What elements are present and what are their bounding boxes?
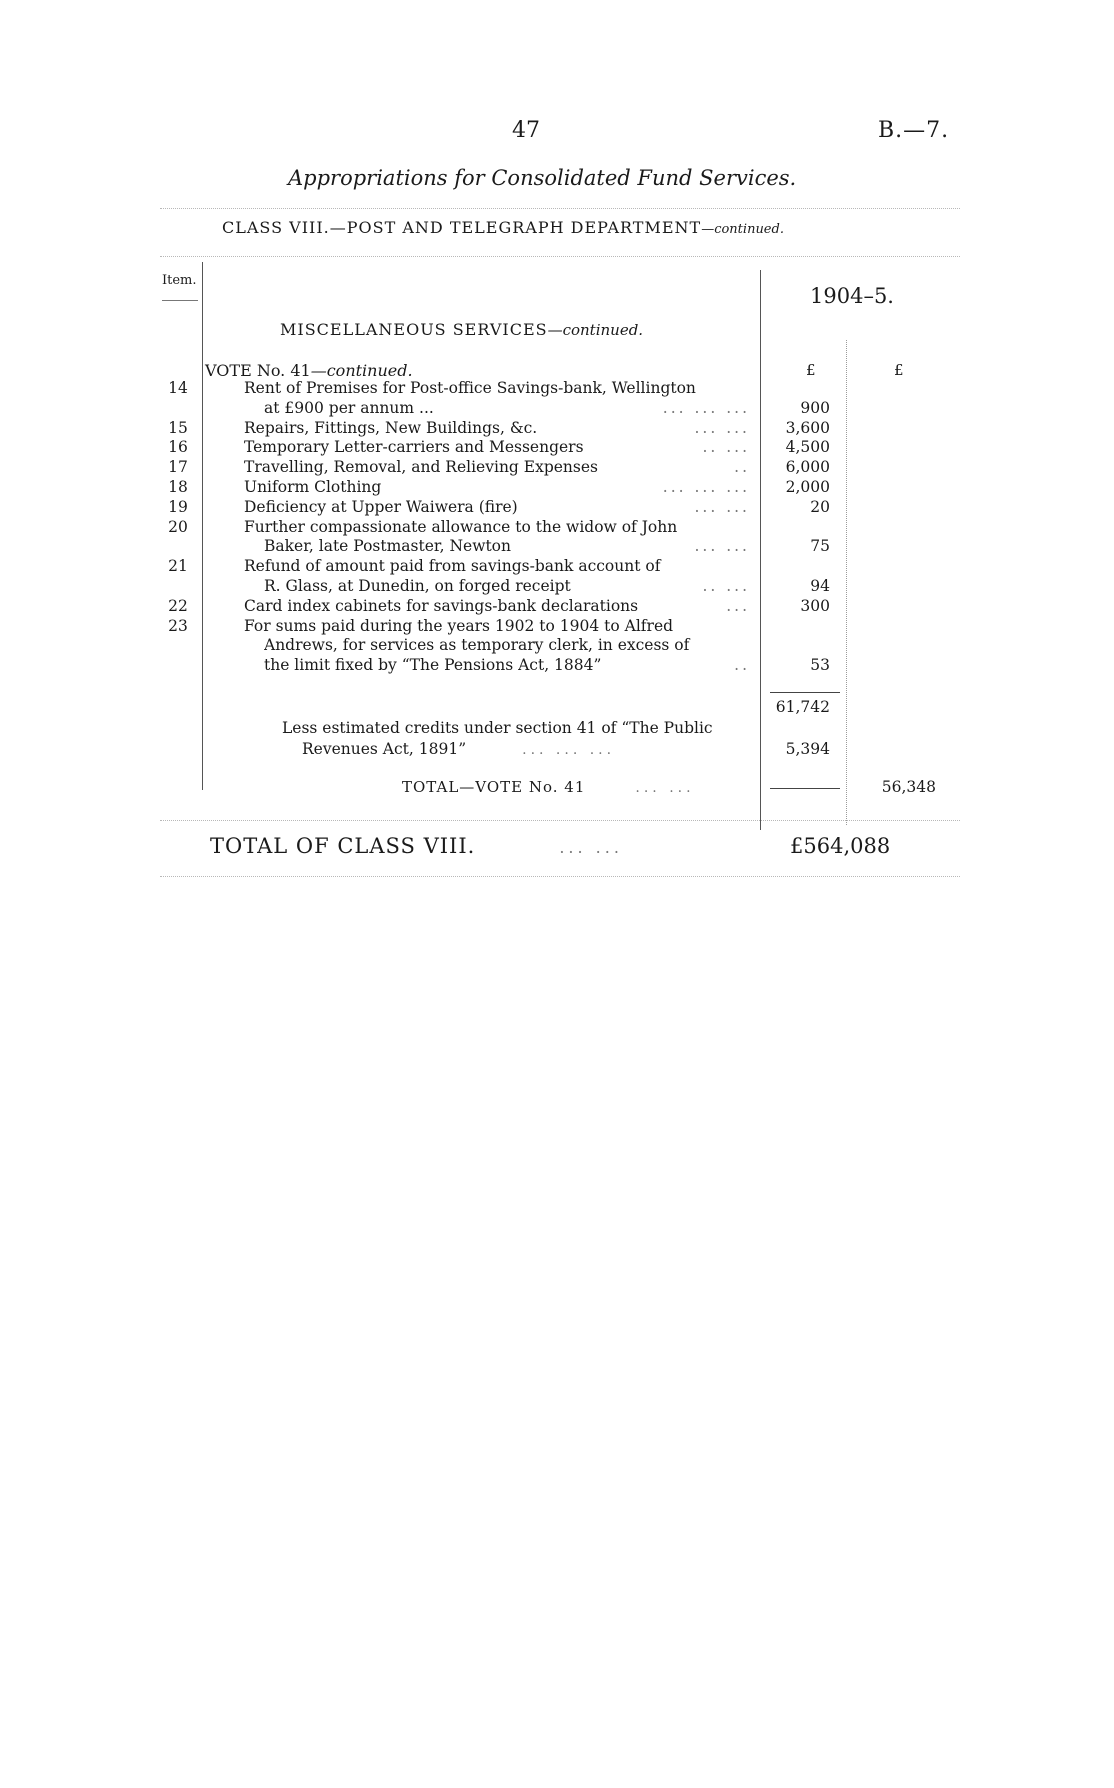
item-number: 14 xyxy=(168,379,188,397)
total-class-text: TOTAL OF CLASS VIII. xyxy=(210,834,476,858)
item-text: Temporary Letter-carriers and Messengers xyxy=(244,438,584,457)
item-text: at £900 per annum ... xyxy=(264,398,434,417)
item-number: 22 xyxy=(168,596,188,615)
class-heading xyxy=(222,218,784,237)
item-description xyxy=(244,438,750,456)
total-class-dots: ... ... xyxy=(559,838,623,857)
item-text: the limit fixed by “The Pensions Act, 1884” xyxy=(264,656,602,675)
item-number: 17 xyxy=(168,458,188,477)
item-description xyxy=(244,518,750,536)
item-number: 21 xyxy=(168,557,188,576)
document-reference: B.—7. xyxy=(878,118,950,143)
total-vote-amount: 56,348 xyxy=(881,778,936,796)
item-text: For sums paid during the years 1902 to 1904 to Alfred xyxy=(244,616,674,635)
total-vote-label xyxy=(402,778,695,796)
leader-dots: ... ... xyxy=(694,497,750,516)
item-amount: 6,000 xyxy=(785,458,830,477)
item-amount: 300 xyxy=(800,596,830,615)
leader-dots: ... ... xyxy=(694,418,750,437)
item-amount: 53 xyxy=(810,656,830,675)
item-amount: 20 xyxy=(810,497,830,516)
item-description xyxy=(264,656,750,674)
item-amount: 3,600 xyxy=(785,418,830,437)
section-heading-suffix: —continued. xyxy=(547,321,644,339)
table-row xyxy=(0,597,1114,617)
less-credits-amount: 5,394 xyxy=(785,740,830,758)
item-description xyxy=(244,597,750,615)
total-vote-text: TOTAL—VOTE No. 41 xyxy=(402,778,586,796)
item-description xyxy=(244,419,750,437)
less-credits-dots: ... ... ... xyxy=(522,742,616,758)
total-rule xyxy=(160,820,960,821)
class-heading-suffix: —continued. xyxy=(701,222,784,237)
table-row xyxy=(0,498,1114,518)
table-row xyxy=(0,656,1114,676)
item-description xyxy=(264,577,750,595)
item-description xyxy=(244,498,750,516)
item-amount: 4,500 xyxy=(785,438,830,457)
item-description xyxy=(244,379,750,397)
item-text: Deficiency at Upper Waiwera (fire) xyxy=(244,497,518,516)
table-row xyxy=(0,537,1114,557)
item-text: Baker, late Postmaster, Newton xyxy=(264,537,512,556)
table-row xyxy=(0,419,1114,439)
leader-dots: .. ... xyxy=(702,438,750,457)
vote-heading xyxy=(205,361,413,380)
table-row xyxy=(0,379,1114,399)
item-amount: 75 xyxy=(810,537,830,556)
item-text: Further compassionate allowance to the widow of John xyxy=(244,517,678,536)
leader-dots: .. xyxy=(734,656,750,675)
total-class-amount: £564,088 xyxy=(790,834,891,858)
less-credits-line2 xyxy=(302,740,615,758)
less-credits-text: Revenues Act, 1891” xyxy=(302,740,467,758)
item-description xyxy=(264,399,750,417)
table-row xyxy=(0,478,1114,498)
table-row xyxy=(0,458,1114,478)
item-description xyxy=(244,557,750,575)
subtotal-amount: 61,742 xyxy=(775,698,830,716)
table-row xyxy=(0,617,1114,637)
item-number: 16 xyxy=(168,438,188,457)
item-number: 15 xyxy=(168,418,188,437)
item-description xyxy=(244,458,750,476)
leader-dots: .. ... xyxy=(702,576,750,595)
item-text: Card index cabinets for savings-bank declarations xyxy=(244,596,639,615)
item-number: 18 xyxy=(168,477,188,496)
leader-dots: ... ... ... xyxy=(662,398,750,417)
page-number: 47 xyxy=(512,118,540,143)
less-credits-line1: Less estimated credits under section 41 of “The Public xyxy=(282,719,713,737)
item-text: Repairs, Fittings, New Buildings, &c. xyxy=(244,418,538,437)
item-column-header: Item. xyxy=(162,273,197,288)
subtotal-rule xyxy=(770,692,840,693)
bottom-rule xyxy=(160,876,960,877)
table-row xyxy=(0,438,1114,458)
table-row xyxy=(0,518,1114,538)
table-row xyxy=(0,557,1114,577)
item-text: Refund of amount paid from savings-bank account of xyxy=(244,557,661,576)
vote-heading-suffix: —continued. xyxy=(310,361,413,380)
item-number: 19 xyxy=(168,497,188,516)
item-description xyxy=(244,478,750,496)
currency-symbol-col1: £ xyxy=(806,361,816,379)
section-heading xyxy=(280,320,643,339)
item-text: Andrews, for services as temporary clerk, in excess of xyxy=(264,636,690,655)
items-list xyxy=(0,379,1114,676)
table-row xyxy=(0,577,1114,597)
currency-symbol-col2: £ xyxy=(894,361,904,379)
page-title: Appropriations for Consolidated Fund Services. xyxy=(288,166,797,190)
year-column-header: 1904–5. xyxy=(810,284,894,308)
table-row xyxy=(0,636,1114,656)
leader-dots: ... xyxy=(726,596,750,615)
total-class-label xyxy=(210,834,623,858)
table-row xyxy=(0,399,1114,419)
section-heading-text: MISCELLANEOUS SERVICES xyxy=(280,320,548,339)
class-heading-text: CLASS VIII.—POST AND TELEGRAPH DEPARTMENT xyxy=(222,218,702,237)
item-text: Rent of Premises for Post-office Savings-bank, Wellington xyxy=(244,379,696,397)
top-rule xyxy=(160,208,960,209)
item-amount: 2,000 xyxy=(785,477,830,496)
item-amount: 900 xyxy=(800,398,830,417)
item-description xyxy=(264,537,750,555)
vote-heading-text: VOTE No. 41 xyxy=(205,361,311,380)
leader-dots: ... ... xyxy=(694,537,750,556)
total-vote-rule xyxy=(770,788,840,789)
item-header-underline xyxy=(162,300,198,301)
total-vote-dots: ... ... xyxy=(635,780,695,796)
leader-dots: ... ... ... xyxy=(662,477,750,496)
item-number: 20 xyxy=(168,517,188,536)
item-description xyxy=(264,636,750,654)
heading-rule xyxy=(160,256,960,257)
item-text: R. Glass, at Dunedin, on forged receipt xyxy=(264,576,571,595)
item-number: 23 xyxy=(168,616,188,635)
item-text: Travelling, Removal, and Relieving Expenses xyxy=(244,458,598,477)
item-amount: 94 xyxy=(810,576,830,595)
item-text: Uniform Clothing xyxy=(244,477,382,496)
item-description xyxy=(244,617,750,635)
leader-dots: .. xyxy=(734,458,750,477)
